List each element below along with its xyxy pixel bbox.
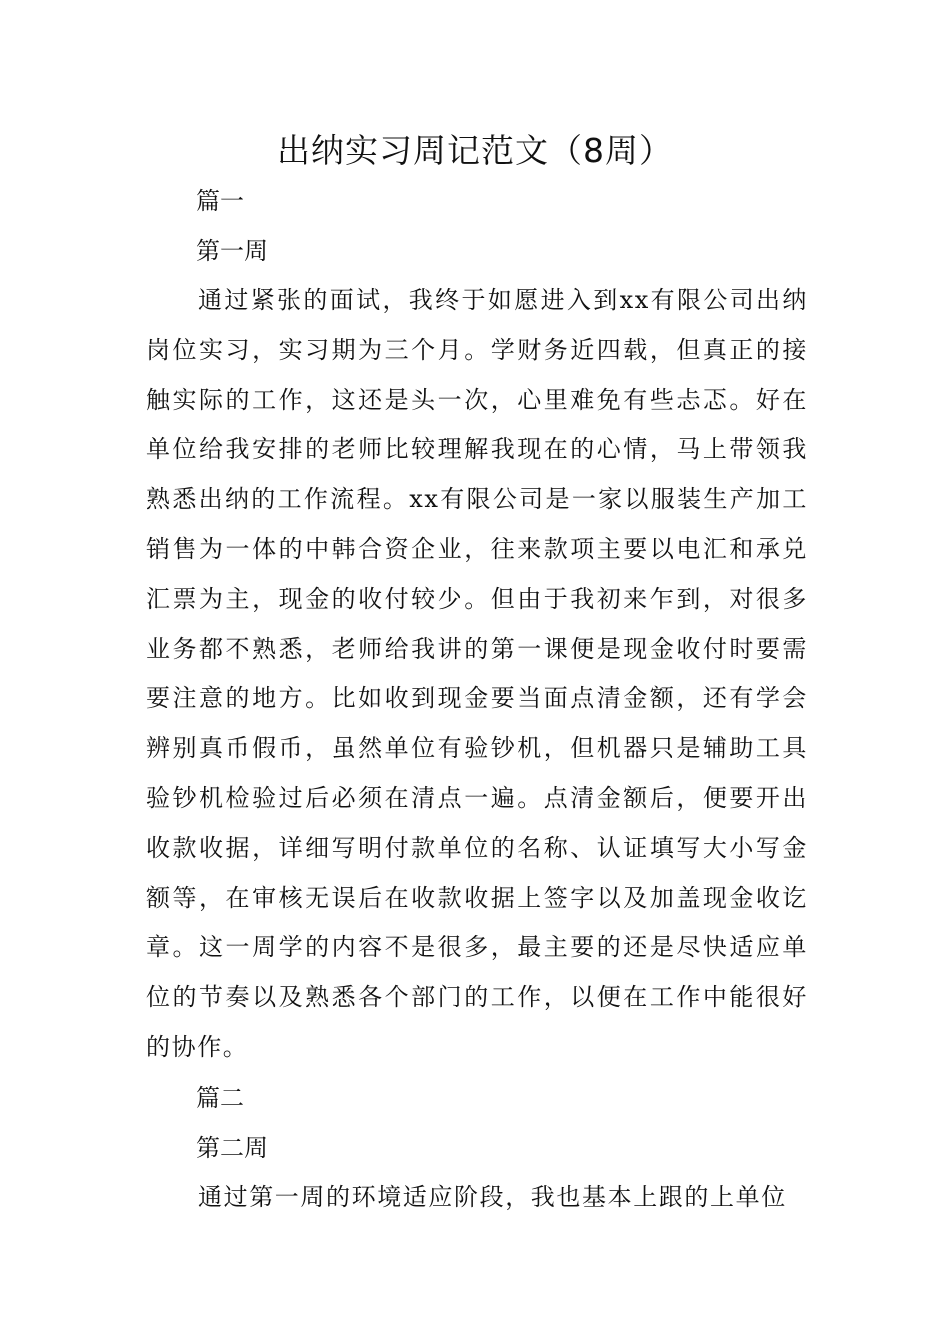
document-body xyxy=(146,176,808,1223)
week-label: 第二周 xyxy=(196,1133,268,1162)
week-paragraph: 通过紧张的面试，我终于如愿进入到xx有限公司出纳岗位实习，实习期为三个月。学财务近四载，但真正的接触实际的工作，这还是头一次，心里难免有些忐忑。好在单位给我安排的老师比较理解我现在的心情，马上带领我熟悉出纳的工作流程。xx有限公司是一家以服装生产加工销售为一体的中韩合资企业，往来款项主要以电汇和承兑汇票为主，现金的收付较少。但由于我初来乍到，对很多业务都不熟悉，老师给我讲的第一课便是现金收付时要需要注意的地方。比如收到现金要当面点清金额，还有学会辨别真币假币，虽然单位有验钞机，但机器只是辅助工具验钞机检验过后必须在清点一遍。点清金额后，便要开出收款收据，详细写明付款单位的名称、认证填写大小写金额等，在审核无误后在收款收据上签字以及加盖现金收讫章。这一周学的内容不是很多，最主要的还是尽快适应单位的节奏以及熟悉各个部门的工作，以便在工作中能很好的协作。 xyxy=(146,286,808,1061)
week-label: 第一周 xyxy=(196,237,268,265)
week-paragraph: 通过第一周的环境适应阶段，我也基本上跟的上单位 xyxy=(198,1182,787,1211)
document-title: 出纳实习周记范文（8周） xyxy=(277,131,673,170)
part-label: 篇二 xyxy=(196,1083,244,1112)
part-label: 篇一 xyxy=(196,187,244,215)
